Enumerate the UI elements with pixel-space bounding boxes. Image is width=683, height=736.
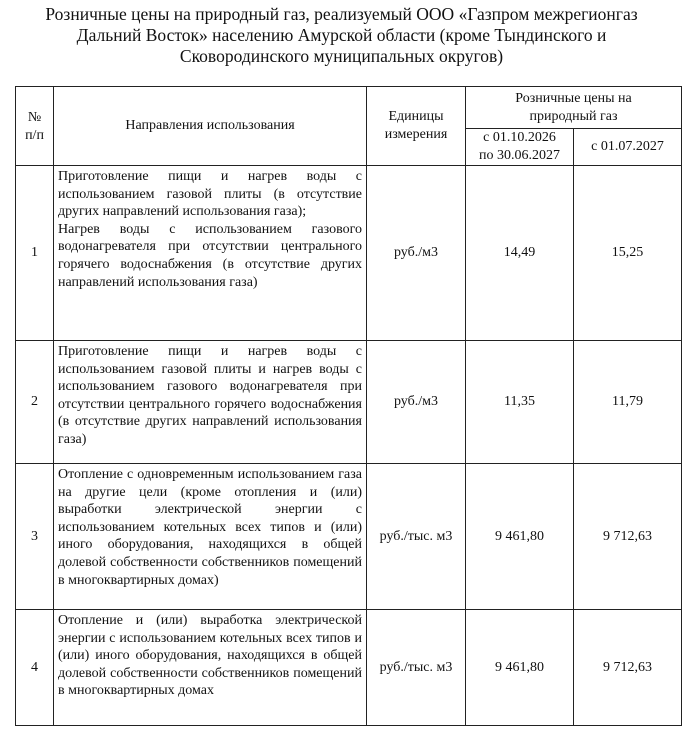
row-direction xyxy=(54,166,367,341)
row-price-period-1: 9 461,80 xyxy=(466,610,574,726)
header-number-line2: п/п xyxy=(25,128,44,143)
row-unit: руб./м3 xyxy=(367,166,466,341)
header-period-1-line2: по 30.06.2027 xyxy=(479,148,560,163)
header-period-1 xyxy=(466,129,574,166)
title-line-2: Дальний Восток» населению Амурской области (кроме Тындинского и xyxy=(76,25,607,45)
header-period-2: с 01.07.2027 xyxy=(574,129,682,166)
row-number: 2 xyxy=(16,341,54,464)
row-price-period-2: 9 712,63 xyxy=(574,464,682,610)
title-line-3: Сковородинского муниципальных округов) xyxy=(179,46,504,66)
prices-table xyxy=(15,86,682,726)
header-prices-group xyxy=(466,87,682,129)
header-number-line1: № xyxy=(27,110,42,125)
row-direction-text: Приготовление пищи и нагрев воды с использованием газовой плиты и нагрев воды с использованием газового водонагревателя при отсутствии центрального горячего водоснабжения (в отсутствие других направлений использования газа) xyxy=(58,344,362,447)
row-price-period-2: 11,79 xyxy=(574,341,682,464)
row-price-period-1: 9 461,80 xyxy=(466,464,574,610)
row-direction-text: Отопление с одновременным использованием газа на другие цели (кроме отопления и (или) выработки электрической энергии с использованием котельных всех типов и (или) иного оборудования, находящихся в общей долевой собственности собственников помещений в многоквартирных домах) xyxy=(58,467,362,588)
header-direction: Направления использования xyxy=(54,87,367,166)
row-direction xyxy=(54,610,367,726)
table-row xyxy=(16,341,682,464)
row-number: 4 xyxy=(16,610,54,726)
table-row xyxy=(16,166,682,341)
header-prices-line2: природный газ xyxy=(529,108,618,124)
row-price-period-1: 11,35 xyxy=(466,341,574,464)
row-unit: руб./тыс. м3 xyxy=(367,610,466,726)
header-unit-line2: измерения xyxy=(384,127,448,142)
row-direction-text: Отопление и (или) выработка электрической энергии с использованием котельных всех типов и (или) иного оборудования, находящихся в общей долевой собственности собственников помещений в многоквартирных домах xyxy=(58,613,362,699)
document-title xyxy=(0,4,683,67)
header-unit xyxy=(367,87,466,166)
row-number: 3 xyxy=(16,464,54,610)
title-line-1: Розничные цены на природный газ, реализуемый ООО «Газпром межрегионгаз xyxy=(45,4,638,24)
table-row xyxy=(16,464,682,610)
row-direction xyxy=(54,464,367,610)
header-period-1-line1: с 01.10.2026 xyxy=(483,130,556,145)
row-price-period-1: 14,49 xyxy=(466,166,574,341)
row-number: 1 xyxy=(16,166,54,341)
header-number xyxy=(16,87,54,166)
row-unit: руб./тыс. м3 xyxy=(367,464,466,610)
row-direction-text: Нагрев воды с использованием газового водонагревателя при отсутствии центрального горячего водоснабжения (в отсутствие других направлений использования газа) xyxy=(58,221,362,290)
table-row xyxy=(16,610,682,726)
header-prices-line1: Розничные цены на xyxy=(515,90,632,106)
row-direction xyxy=(54,341,367,464)
header-unit-line1: Единицы xyxy=(388,109,444,124)
row-price-period-2: 9 712,63 xyxy=(574,610,682,726)
row-direction-text: Приготовление пищи и нагрев воды с использованием газовой плиты (в отсутствие других направлений использования газа); xyxy=(58,169,362,220)
row-price-period-2: 15,25 xyxy=(574,166,682,341)
row-unit: руб./м3 xyxy=(367,341,466,464)
